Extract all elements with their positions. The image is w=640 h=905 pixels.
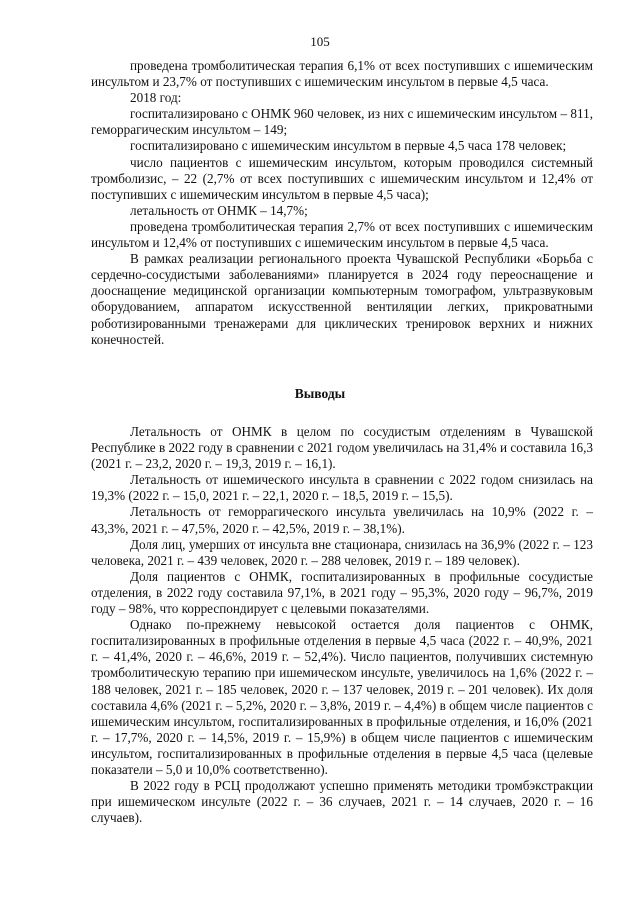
- paragraph: В 2022 году в РСЦ продолжают успешно применять методики тромбэкстракции при ишемическом инсульте (2022 г. – 36 случаев, 2021 г. – 14 случаев, 2020 г. – 16 случаев).: [91, 778, 593, 826]
- body-text-top: [91, 58, 593, 348]
- paragraph: Летальность от ишемического инсульта в сравнении с 2022 годом снизилась на 19,3% (2022 г. – 15,0, 2021 г. – 22,1, 2020 г. – 18,5, 2019 г. – 15,5).: [91, 472, 593, 504]
- paragraph: Летальность от геморрагического инсульта увеличилась на 10,9% (2022 г. – 43,3%, 2021 г. – 47,5%, 2020 г. – 42,5%, 2019 г. – 38,1%).: [91, 504, 593, 536]
- paragraph: Однако по-прежнему невысокой остается доля пациентов с ОНМК, госпитализированных в профильные отделения в первые 4,5 часа (2022 г. – 40,9%, 2021 г. – 41,4%, 2020 г. – 46,6%, 2019 г. – 52,4%). Число пациентов, получивших системную тромболитическую терапию при ишемическом инсульте, увеличилось на 1,6% (2022 г. – 188 человек, 2021 г. – 185 человек, 2020 г. – 137 человек, 2019 г. – 201 человек). Их доля составила 4,6% (2021 г. – 5,2%, 2020 г. – 3,8%, 2019 г. – 4,4%) в общем числе пациентов с ишемическим инсультом, госпитализированных в профильные отделения, и 16,0% (2021 г. – 17,7%, 2020 г. – 14,5%, 2019 г. – 15,9%) в общем числе пациентов с ишемическим инсультом, госпитализированных в профильные отделения в первые 4,5 часа (целевые показатели – 5,0 и 10,0% соответственно).: [91, 617, 593, 777]
- paragraph: проведена тромболитическая терапия 6,1% от всех поступивших с ишемическим инсультом и 23,7% от поступивших с ишемическим инсультом в первые 4,5 часа.: [91, 58, 593, 90]
- paragraph: Доля лиц, умерших от инсульта вне стационара, снизилась на 36,9% (2022 г. – 123 человека, 2021 г. – 439 человек, 2020 г. – 288 человек, 2019 г. – 189 человек).: [91, 536, 593, 568]
- section-title: Выводы: [294, 386, 346, 401]
- paragraph: проведена тромболитическая терапия 2,7% от всех поступивших с ишемическим инсультом и 12,4% от поступивших с ишемическим инсультом в первые 4,5 часа.: [91, 218, 593, 251]
- body-text-conclusions: [91, 424, 593, 826]
- paragraph: В рамках реализации регионального проекта Чувашской Республики «Борьба с сердечно-сосудистыми заболеваниями» планируется в 2024 году переоснащение и дооснащение медицинской организации компьютерным томографом, ультразвуковым оборудованием, аппаратом искусственной вентиляции легких, прикроватными роботизированными тренажерами для циклических тренировок верхних и нижних конечностей.: [91, 251, 593, 347]
- paragraph: госпитализировано с ишемическим инсультом в первые 4,5 часа 178 человек;: [130, 138, 567, 154]
- paragraph: Доля пациентов с ОНМК, госпитализированных в профильные сосудистые отделения, в 2022 году составила 97,1%, в 2021 году – 95,3%, 2020 году – 96,7%, 2019 году – 98%, что корреспондирует с целевыми показателями.: [91, 568, 593, 617]
- paragraph: число пациентов с ишемическим инсультом, которым проводился системный тромболизис, – 22 (2,7% от всех поступивших с ишемическим инсультом и 12,4% от поступивших с ишемическим инсультом в первые 4,5 часа);: [91, 154, 593, 202]
- paragraph: Летальность от ОНМК в целом по сосудистым отделениям в Чувашской Республике в 2022 году в сравнении с 2021 годом увеличилась на 31,4% и составила 16,3 (2021 г. – 23,2, 2020 г. – 19,3, 2019 г. – 16,1).: [91, 424, 593, 472]
- paragraph: 2018 год:: [130, 90, 182, 106]
- paragraph: госпитализировано с ОНМК 960 человек, из них с ишемическим инсультом – 811, геморрагическим инсультом – 149;: [91, 106, 593, 138]
- page-number: 105: [310, 34, 330, 49]
- paragraph: летальность от ОНМК – 14,7%;: [130, 202, 308, 218]
